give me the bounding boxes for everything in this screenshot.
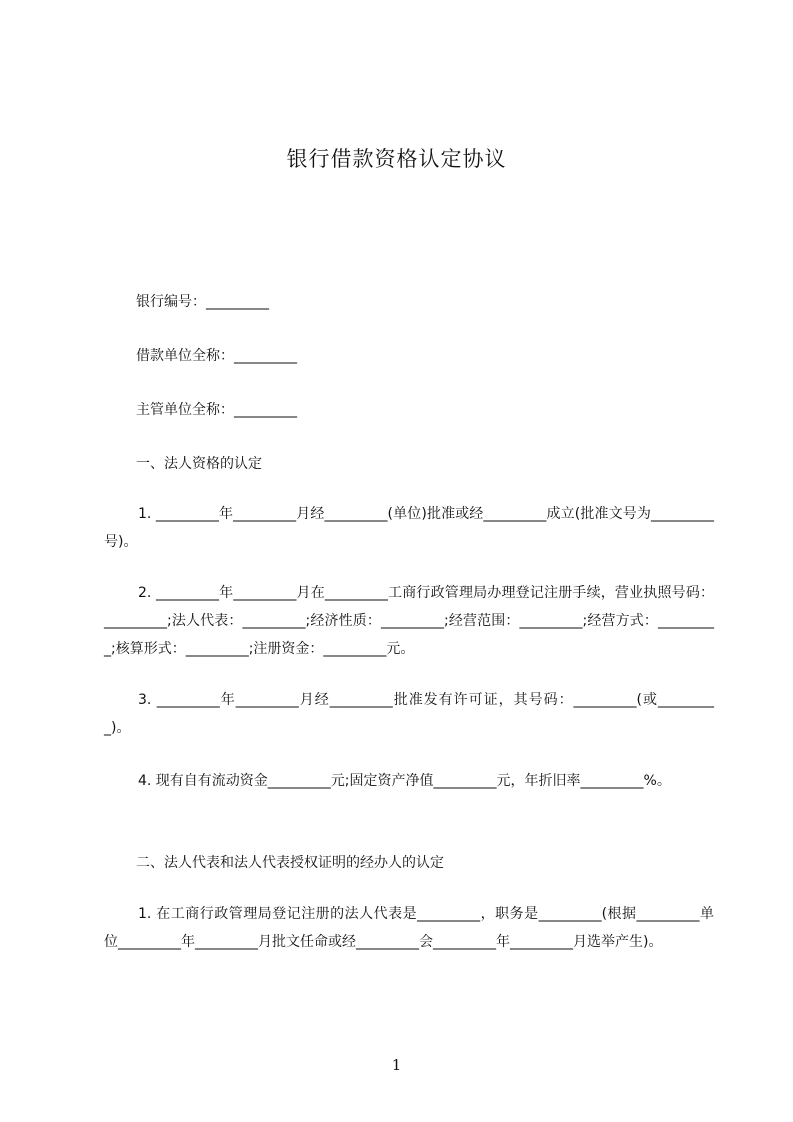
supervisor-name-field: 主管单位全称：_________: [136, 402, 297, 418]
clause-1-1: 1. _________年_________月经_________(单位)批准或经_________成立(批准文号为_________号)。: [104, 506, 714, 550]
section-heading-legal-qualification: 一、法人资格的认定: [136, 456, 262, 472]
clause-1-3: 3. _________年_________月经_________批准发有许可证，其号码：_________(或_________)。: [104, 692, 714, 736]
clause-1-4: 4. 现有自有流动资金_________元;固定资产净值_________元，年折旧率_________%。: [138, 773, 671, 789]
clause-1-2: 2. _________年_________月在_________工商行政管理局办理登记注册手续，营业执照号码：_________;法人代表：_________;经济性质：_________;经营范围：_________;经营方式：_________;核算形式：_________;注册资金：_________元。: [104, 585, 714, 657]
borrower-name-field: 借款单位全称：_________: [136, 348, 297, 364]
document-title: 银行借款资格认定协议: [286, 147, 507, 171]
bank-number-field: 银行编号：_________: [136, 294, 269, 310]
section-heading-legal-representative: 二、法人代表和法人代表授权证明的经办人的认定: [136, 855, 444, 871]
page-number: 1: [391, 1056, 402, 1074]
clause-2-1: 1. 在工商行政管理局登记注册的法人代表是_________，职务是_________(根据_________单位_________年_________月批文任命或经_________会_________年_________月选举产生)。: [104, 906, 714, 950]
